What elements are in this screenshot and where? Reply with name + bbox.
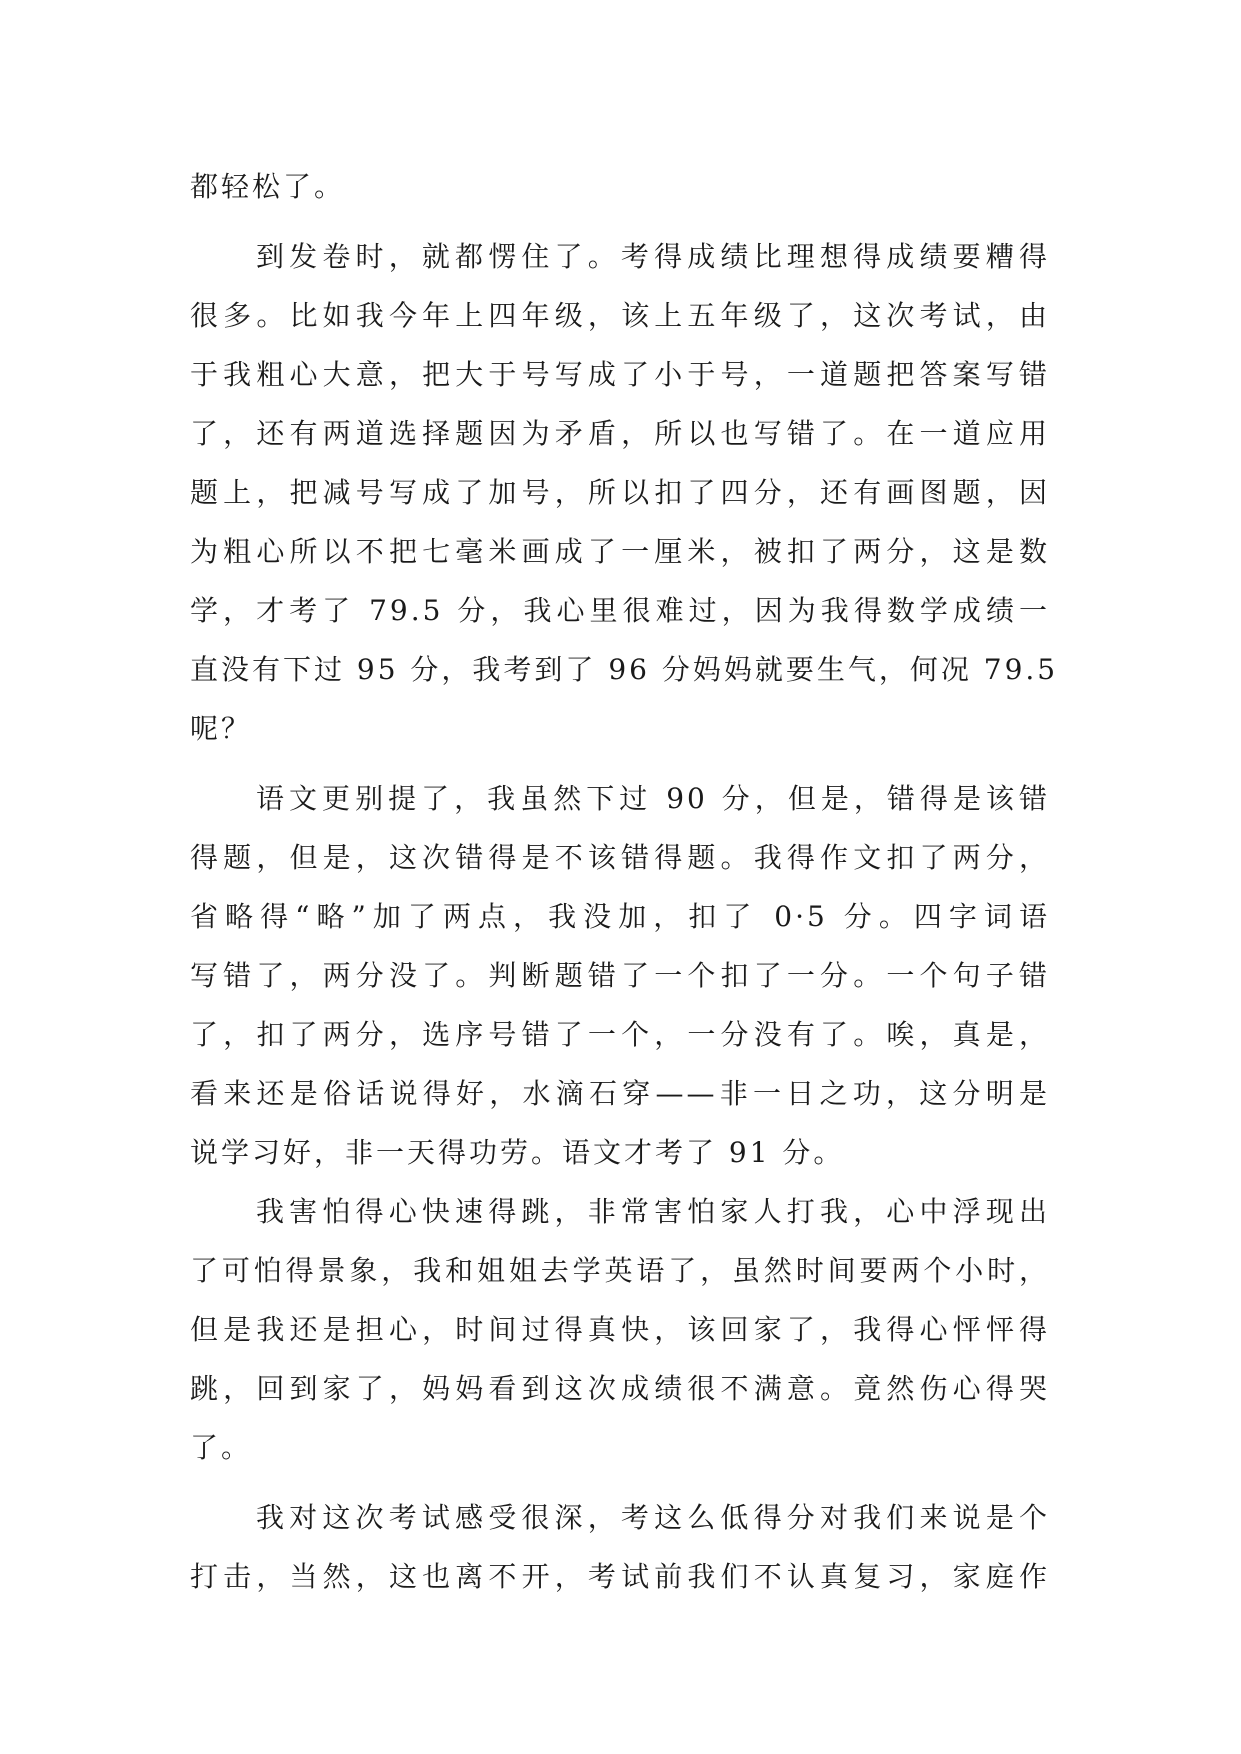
text-line: 了。	[190, 1431, 253, 1464]
paragraph-1	[190, 157, 1050, 216]
text-line: 看来还是俗话说得好，水滴石穿——非一日之功，这分明是	[190, 1077, 1050, 1110]
text-line: 很多。比如我今年上四年级，该上五年级了，这次考试，由	[190, 299, 1050, 332]
text-line: 跳，回到家了，妈妈看到这次成绩很不满意。竟然伤心得哭	[190, 1372, 1050, 1405]
document-body	[190, 157, 1059, 1606]
text-line: 省略得“略”加了两点，我没加，扣了 0·5 分。四字词语	[190, 900, 1050, 933]
text-line: 到发卷时，就都愣住了。考得成绩比理想得成绩要糟得	[256, 240, 1050, 273]
text-line: 学，才考了 79.5 分，我心里很难过，因为我得数学成绩一	[190, 594, 1050, 627]
text-line: 题上，把减号写成了加号，所以扣了四分，还有画图题，因	[190, 476, 1050, 509]
paragraph-2	[190, 227, 1059, 758]
text-line: 于我粗心大意，把大于号写成了小于号，一道题把答案写错	[190, 358, 1050, 391]
text-line: 得题，但是，这次错得是不该错得题。我得作文扣了两分，	[190, 841, 1050, 874]
text-line: 了，扣了两分，选序号错了一个，一分没有了。唉，真是，	[190, 1018, 1050, 1051]
text-line: 呢？	[190, 712, 253, 745]
text-line: 写错了，两分没了。判断题错了一个扣了一分。一个句子错	[190, 959, 1050, 992]
text-line: 但是我还是担心，时间过得真快，该回家了，我得心怦怦得	[190, 1313, 1050, 1346]
text-line: 打击，当然，这也离不开，考试前我们不认真复习，家庭作	[190, 1560, 1050, 1593]
text-line: 语文更别提了，我虽然下过 90 分，但是，错得是该错	[256, 782, 1050, 815]
text-line: 都轻松了。	[190, 170, 346, 203]
text-line: 了，还有两道选择题因为矛盾，所以也写错了。在一道应用	[190, 417, 1050, 450]
text-line: 我害怕得心快速得跳，非常害怕家人打我，心中浮现出	[256, 1195, 1050, 1228]
paragraph-3	[190, 769, 1050, 1182]
paragraph-5	[190, 1488, 1050, 1606]
text-line: 为粗心所以不把七毫米画成了一厘米，被扣了两分，这是数	[190, 535, 1050, 568]
text-line: 了可怕得景象，我和姐姐去学英语了，虽然时间要两个小时，	[190, 1254, 1050, 1287]
paragraph-4	[190, 1182, 1050, 1477]
text-line: 直没有下过 95 分，我考到了 96 分妈妈就要生气，何况 79.5	[190, 653, 1059, 686]
text-line: 我对这次考试感受很深，考这么低得分对我们来说是个	[256, 1501, 1050, 1534]
text-line: 说学习好，非一天得功劳。语文才考了 91 分。	[190, 1136, 845, 1169]
